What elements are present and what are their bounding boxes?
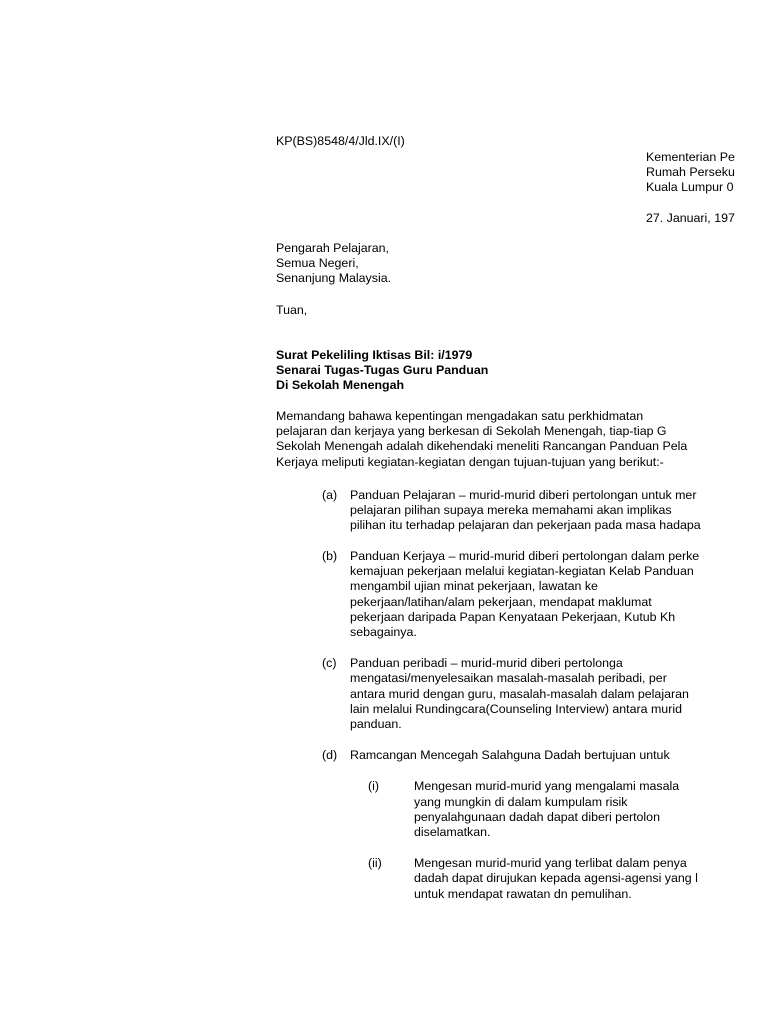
subitem-ii-label: (ii) xyxy=(368,856,382,870)
subitem-ii-line-1: Mengesan murid-murid yang terlibat dalam penya xyxy=(414,856,687,870)
recipient-line-1: Pengarah Pelajaran, xyxy=(276,241,389,255)
item-c-line-5: panduan. xyxy=(350,717,402,731)
reference-number: KP(BS)8548/4/Jld.IX/(I) xyxy=(276,134,405,148)
intro-line-3: Sekolah Menengah adalah dikehendaki meneliti Rancangan Panduan Pela xyxy=(276,439,688,453)
subitem-i-label: (i) xyxy=(368,779,380,793)
item-c-label: (c) xyxy=(322,656,337,670)
subject-line-3: Di Sekolah Menengah xyxy=(276,378,405,392)
item-b-line-6: sebagainya. xyxy=(350,625,417,639)
item-a-line-3: pilihan itu terhadap pelajaran dan pekerjaan pada masa hadapa xyxy=(350,518,701,532)
salutation: Tuan, xyxy=(276,303,308,317)
sender-address-line-3: Kuala Lumpur 0 xyxy=(646,180,734,194)
subitem-i-line-3: penyalahgunaan dadah dapat diberi pertolon xyxy=(414,810,660,824)
item-b-line-3: mengambil ujian minat pekerjaan, lawatan ke xyxy=(350,579,598,593)
sender-address-line-1: Kementerian Pe xyxy=(646,150,735,164)
recipient-line-3: Senanjung Malaysia. xyxy=(276,271,392,285)
item-c-line-4: lain melalui Rundingcara(Counseling Interview) antara murid xyxy=(350,702,682,716)
intro-line-1: Memandang bahawa kepentingan mengadakan satu perkhidmatan xyxy=(276,409,644,423)
item-c-line-3: antara murid dengan guru, masalah-masalah dalam pelajaran xyxy=(350,687,689,701)
item-d-label: (d) xyxy=(322,748,338,762)
item-c-line-1: Panduan peribadi – murid-murid diberi pertolonga xyxy=(350,656,623,670)
item-d-line-1: Ramcangan Mencegah Salahguna Dadah bertujuan untuk xyxy=(350,748,670,762)
sender-address-line-2: Rumah Perseku xyxy=(646,165,735,179)
item-a-label: (a) xyxy=(322,488,338,502)
item-a-line-1: Panduan Pelajaran – murid-murid diberi pertolongan untuk mer xyxy=(350,488,697,502)
item-b-line-5: pekerjaan daripada Papan Kenyataan Pekerjaan, Kutub Kh xyxy=(350,610,676,624)
subitem-ii-line-3: untuk mendapat rawatan dn pemulihan. xyxy=(414,887,632,901)
item-b-line-2: kemajuan pekerjaan melalui kegiatan-kegiatan Kelab Panduan xyxy=(350,564,694,578)
item-a-line-2: pelajaran pilihan supaya mereka memahami akan implikas xyxy=(350,503,672,517)
item-c-line-2: mengatasi/menyelesaikan masalah-masalah peribadi, per xyxy=(350,671,667,685)
subitem-ii-line-2: dadah dapat dirujukan kepada agensi-agensi yang l xyxy=(414,871,698,885)
subject-line-2: Senarai Tugas-Tugas Guru Panduan xyxy=(276,363,489,377)
letter-date: 27. Januari, 197 xyxy=(646,211,735,225)
intro-line-4: Kerjaya meliputi kegiatan-kegiatan dengan tujuan-tujuan yang berikut:- xyxy=(276,455,664,469)
intro-line-2: pelajaran dan kerjaya yang berkesan di Sekolah Menengah, tiap-tiap G xyxy=(276,424,667,438)
subitem-i-line-4: diselamatkan. xyxy=(414,825,491,839)
item-b-label: (b) xyxy=(322,549,338,563)
subitem-i-line-2: yang mungkin di dalam kumpulam risik xyxy=(414,795,628,809)
item-b-line-4: pekerjaan/latihan/alam pekerjaan, mendapat maklumat xyxy=(350,595,652,609)
item-b-line-1: Panduan Kerjaya – murid-murid diberi pertolongan dalam perke xyxy=(350,549,700,563)
subject-line-1: Surat Pekeliling Iktisas Bil: i/1979 xyxy=(276,348,473,362)
subitem-i-line-1: Mengesan murid-murid yang mengalami masala xyxy=(414,779,680,793)
recipient-line-2: Semua Negeri, xyxy=(276,256,359,270)
